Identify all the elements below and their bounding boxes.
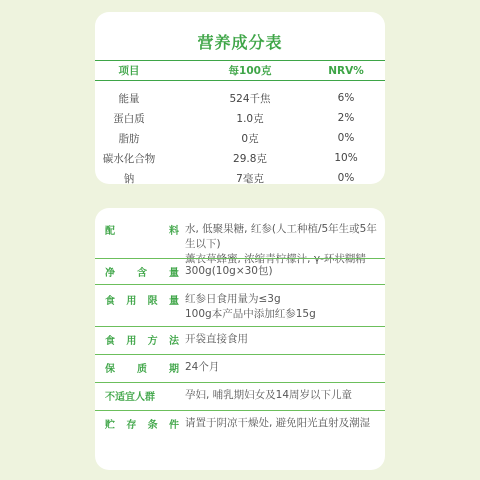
nutrient-amount: 524千焦	[229, 92, 271, 105]
nutrient-name: 钠	[123, 172, 135, 185]
nutrition-row-sodium	[95, 168, 385, 188]
nutrient-name: 蛋白质	[113, 112, 145, 125]
intake-limit-label: 食 用 限 量	[105, 296, 179, 307]
divider	[95, 326, 385, 327]
header-per-100g: 每100克	[228, 65, 272, 77]
nutrition-table-header	[95, 60, 385, 81]
divider	[95, 284, 385, 285]
nutrient-nrv: 10%	[334, 152, 358, 164]
net-content-value: 300g(10g×30包)	[185, 265, 273, 277]
nutrition-facts-card	[95, 12, 385, 184]
nutrient-name: 碳水化合物	[102, 152, 156, 165]
ingredients-value: 水, 低聚果糖, 红参(人工种植/5年生或5年生以下) 薰衣草蜂蜜, 浓缩青柠檬汁, γ-环状糊精	[185, 223, 377, 265]
unsuitable-value: 孕妇, 哺乳期妇女及14周岁以下儿童	[185, 389, 353, 401]
usage-label: 食 用 方 法	[105, 336, 179, 347]
nutrient-amount: 7毫克	[236, 172, 264, 185]
divider	[95, 258, 385, 259]
nutrient-amount: 0克	[241, 132, 259, 145]
divider	[95, 410, 385, 411]
nutrient-nrv: 6%	[337, 92, 355, 104]
nutrition-title: 营养成分表	[197, 33, 283, 52]
usage-value: 开袋直接食用	[185, 333, 248, 345]
header-nrv: NRV%	[328, 64, 364, 77]
nutrient-amount: 1.0克	[236, 112, 264, 125]
intake-limit-value: 红参日食用量为≤3g 100g本产品中添加红参15g	[185, 293, 316, 320]
product-info-card	[95, 208, 385, 470]
ingredients-label: 配 料	[105, 226, 179, 237]
divider	[95, 354, 385, 355]
nutrition-row-fat	[95, 128, 385, 148]
shelf-life-value: 24个月	[185, 361, 220, 373]
nutrient-nrv: 0%	[337, 132, 355, 144]
nutrient-name: 脂肪	[118, 132, 140, 145]
net-content-label: 净 含 量	[105, 268, 179, 279]
nutrition-row-protein	[95, 108, 385, 128]
storage-label: 贮 存 条 件	[105, 420, 179, 431]
nutrient-name: 能量	[118, 92, 140, 105]
nutrition-row-energy	[95, 88, 385, 108]
shelf-life-label: 保 质 期	[105, 364, 179, 375]
nutrient-nrv: 2%	[337, 112, 355, 124]
nutrient-nrv: 0%	[337, 172, 355, 184]
nutrition-row-carbohydrate	[95, 148, 385, 168]
unsuitable-label: 不适宜人群	[105, 392, 155, 403]
nutrient-amount: 29.8克	[233, 152, 267, 165]
divider	[95, 382, 385, 383]
header-item: 项目	[118, 65, 140, 77]
storage-value: 请置于阴凉干燥处, 避免阳光直射及潮湿	[185, 417, 371, 429]
